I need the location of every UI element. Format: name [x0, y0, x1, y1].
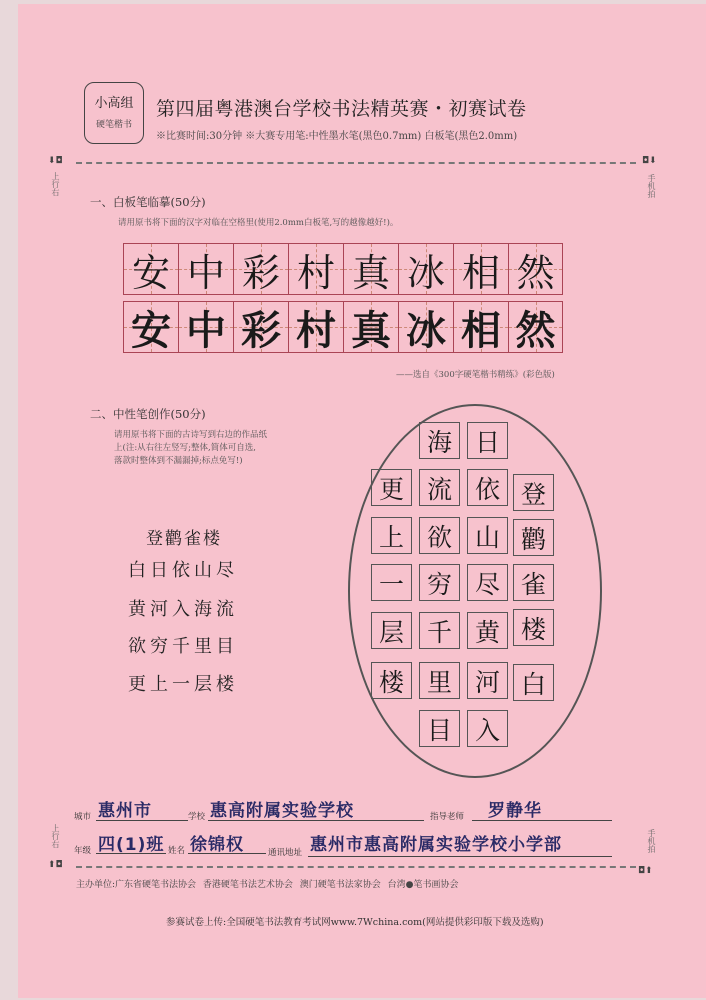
name-underline [188, 853, 266, 854]
badge-style-label: 硬笔楷书 [95, 120, 132, 130]
city-label: 城市 [74, 812, 92, 822]
artwork-char: 日 [467, 422, 508, 459]
artwork-char: 千 [419, 612, 460, 649]
artwork-char: 目 [419, 710, 460, 747]
school-underline [208, 820, 424, 821]
school-value: 惠高附属实验学校 [210, 801, 354, 821]
side-note-bottom-right: 手机拍 [647, 829, 656, 853]
grade-underline [96, 853, 166, 854]
address-underline [308, 856, 612, 857]
artwork-char: 穷 [419, 564, 460, 601]
copy-cell [178, 301, 233, 353]
model-cell [233, 243, 288, 295]
copy-cell [233, 301, 288, 353]
address-label: 通讯地址 [268, 848, 303, 858]
model-cell [398, 243, 453, 295]
artwork-char: 山 [467, 517, 508, 554]
model-cell [343, 243, 398, 295]
artwork-char: 河 [467, 662, 508, 699]
copied-char: 然 [515, 307, 556, 354]
poem-line: 欲穷千里目 [128, 636, 238, 657]
grade-label: 年级 [74, 846, 92, 856]
artwork-char: 鹳 [513, 519, 554, 556]
model-char: 中 [186, 250, 225, 295]
copied-char: 相 [461, 307, 501, 354]
copy-cell [123, 301, 178, 353]
copied-char: 冰 [406, 307, 446, 354]
address-value: 惠州市惠高附属实验学校小学部 [310, 835, 562, 855]
teacher-underline [472, 820, 612, 821]
side-note-top-right: 手机拍 [647, 174, 656, 198]
model-char: 村 [296, 250, 335, 295]
scissor-marker-icon: ⬇◘ [48, 156, 63, 166]
artwork-char: 楼 [371, 662, 412, 699]
exam-rules: ※比赛时间:30分钟 ※大赛专用笔:中性墨水笔(黑色0.7mm) 白板笔(黑色2.0mm) [156, 131, 518, 142]
school-label: 学校 [188, 812, 206, 822]
model-char: 然 [516, 250, 555, 295]
section2-instruction-line: 落款时整体到不漏漏掉;标点免写!) [114, 456, 243, 466]
footer-upload-note: 参赛试卷上传:全国硬笔书法教育考试网www.7Wchina.com(网站提供彩印版下载及选购) [166, 917, 544, 928]
artwork-char: 里 [419, 662, 460, 699]
artwork-char: 尽 [467, 564, 508, 601]
model-cell [508, 243, 563, 295]
city-underline [96, 820, 188, 821]
copied-char: 村 [296, 307, 336, 354]
artwork-char: 白 [513, 664, 554, 701]
section2-instruction-line: 上(注:从右往左竖写;整体,简体可自选, [114, 443, 256, 453]
name-value: 徐锦权 [190, 835, 244, 855]
model-char-grid [123, 243, 563, 295]
cut-line-top [76, 162, 636, 164]
model-char: 安 [131, 250, 170, 295]
exam-paper [18, 4, 706, 998]
copy-cell [508, 301, 563, 353]
city-value: 惠州市 [98, 801, 152, 821]
copy-cell [288, 301, 343, 353]
section2-heading: 二、中性笔创作(50分) [90, 407, 206, 421]
artwork-char: 雀 [513, 564, 554, 601]
artwork-char: 一 [371, 564, 412, 601]
poem-title: 登鹳雀楼 [146, 529, 222, 549]
side-note-bottom-left: 上行右 [51, 824, 60, 848]
artwork-char: 欲 [419, 517, 460, 554]
poem-line: 黄河入海流 [128, 599, 238, 620]
exam-title: 第四届粤港澳台学校书法精英赛・初赛试卷 [156, 98, 527, 120]
copy-cell [343, 301, 398, 353]
model-cell [453, 243, 508, 295]
group-badge [84, 82, 144, 144]
artwork-char: 登 [513, 474, 554, 511]
copy-char-grid [123, 301, 563, 353]
copy-cell [453, 301, 508, 353]
scissor-marker-icon: ◘⬆ [638, 866, 653, 876]
model-cell [288, 243, 343, 295]
teacher-label: 指导老师 [430, 812, 465, 822]
copied-char: 中 [186, 307, 226, 354]
model-char: 冰 [406, 250, 445, 295]
name-label: 姓名 [168, 846, 186, 856]
section1-heading: 一、白板笔临摹(50分) [90, 195, 206, 209]
model-char: 真 [351, 250, 390, 295]
organizers-line: 主办单位:广东省硬笔书法协会 香港硬笔书法艺术协会 澳门硬笔书法家协会 台湾●笔书画协会 [76, 880, 459, 890]
copy-cell [398, 301, 453, 353]
cut-line-bottom [76, 866, 636, 868]
model-char: 彩 [241, 250, 280, 295]
copied-char: 安 [131, 307, 171, 354]
model-cell [123, 243, 178, 295]
scissor-marker-icon: ⬆◘ [48, 860, 63, 870]
model-cell [178, 243, 233, 295]
artwork-char: 依 [467, 469, 508, 506]
artwork-char: 楼 [513, 609, 554, 646]
copied-char: 真 [351, 307, 391, 354]
teacher-value: 罗静华 [488, 801, 542, 821]
artwork-char: 海 [419, 422, 460, 459]
artwork-char: 黄 [467, 612, 508, 649]
artwork-char: 层 [371, 612, 412, 649]
artwork-char: 流 [419, 469, 460, 506]
artwork-char: 入 [467, 710, 508, 747]
side-note-top-left: 上行右 [51, 172, 60, 196]
badge-group-label: 小高组 [94, 96, 134, 111]
grade-value: 四(1)班 [98, 835, 165, 855]
model-char: 相 [461, 250, 500, 295]
source-caption: ——选自《300字硬笔楷书精练》(彩色版) [396, 370, 555, 380]
scissor-marker-icon: ◘⬇ [642, 156, 657, 166]
poem-line: 更上一层楼 [128, 674, 238, 695]
poem-line: 白日依山尽 [128, 560, 238, 581]
artwork-char: 上 [371, 517, 412, 554]
section1-instruction: 请用原书将下面的汉字对临在空格里(使用2.0mm白板笔,写的越像越好!)。 [118, 218, 399, 228]
section2-instruction-line: 请用原书将下面的古诗写到右边的作品纸 [114, 430, 268, 440]
artwork-char: 更 [371, 469, 412, 506]
copied-char: 彩 [241, 307, 281, 354]
